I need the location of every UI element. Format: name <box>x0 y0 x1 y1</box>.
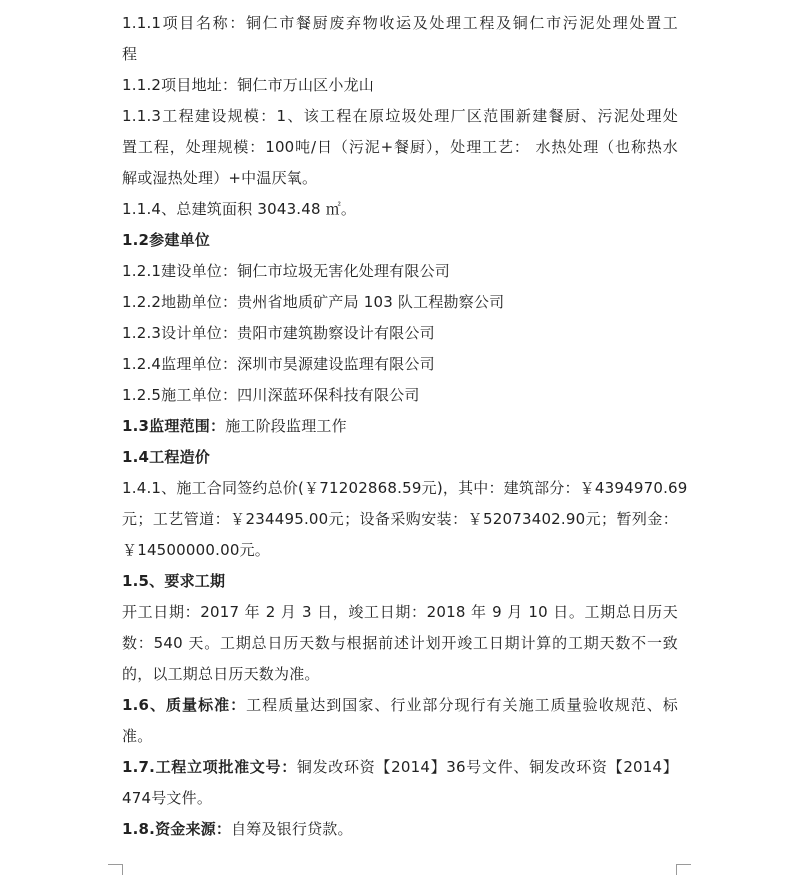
participant-supervision: 1.2.4监理单位：深圳市昊源建设监理有限公司 <box>122 355 435 373</box>
participant-construction: 1.2.5施工单位：四川深蓝环保科技有限公司 <box>122 386 420 404</box>
project-address-line: 1.1.2项目地址：铜仁市万山区小龙山 <box>122 76 374 94</box>
participant-design: 1.2.3设计单位：贵阳市建筑勘察设计有限公司 <box>122 324 435 342</box>
supervision-scope-heading: 1.3监理范围： <box>122 417 226 435</box>
approval-line-2: 474号文件。 <box>122 789 213 807</box>
quality-line-1 <box>122 690 678 721</box>
funding-line <box>122 814 678 845</box>
page-margin-corner-right <box>676 864 691 875</box>
funding-text: 自筹及银行贷款。 <box>231 820 353 838</box>
cost-line-1: 1.4.1、施工合同签约总价(￥71202868.59元)，其中：建筑部分：￥4394970.69 <box>122 479 688 497</box>
approval-heading: 1.7.工程立项批准文号： <box>122 758 297 776</box>
participants-heading: 1.2参建单位 <box>122 231 210 249</box>
construction-scale-line-3: 解或湿热处理）+中温厌氧。 <box>122 169 318 187</box>
participant-survey: 1.2.2地勘单位：贵州省地质矿产局 103 队工程勘察公司 <box>122 293 505 311</box>
participant-owner: 1.2.1建设单位：铜仁市垃圾无害化处理有限公司 <box>122 262 450 280</box>
project-name-line-1: 1.1.1项目名称：铜仁市餐厨废弃物收运及处理工程及铜仁市污泥处理处置工 <box>122 14 678 32</box>
construction-scale-line-2: 置工程，处理规模：100吨/日（污泥+餐厨），处理工艺： 水热处理（也称热水 <box>122 138 678 156</box>
construction-scale-line-1: 1.1.3工程建设规模：1、该工程在原垃圾处理厂区范围新建餐厨、污泥处理处 <box>122 107 678 125</box>
funding-heading: 1.8.资金来源： <box>122 820 232 838</box>
project-name-line-2: 程 <box>122 45 138 63</box>
cost-heading: 1.4工程造价 <box>122 448 210 466</box>
document-body <box>122 8 688 845</box>
quality-line-2: 准。 <box>122 727 153 745</box>
quality-heading: 1.6、质量标准： <box>122 696 247 714</box>
approval-line-1 <box>122 752 678 783</box>
page-margin-corner-left <box>108 864 123 875</box>
building-area-line: 1.1.4、总建筑面积 3043.48 ㎡。 <box>122 200 357 218</box>
supervision-scope-text: 施工阶段监理工作 <box>225 417 347 435</box>
schedule-heading: 1.5、要求工期 <box>122 572 226 590</box>
cost-line-2: 元；工艺管道：￥234495.00元；设备采购安装：￥52073402.90元；暂列金： <box>122 510 678 528</box>
quality-text: 工程质量达到国家、行业部分现行有关施工质量验收规范、标 <box>246 696 679 714</box>
supervision-scope-line <box>122 411 678 442</box>
schedule-line-1: 开工日期：2017 年 2 月 3 日，竣工日期：2018 年 9 月 10 日。工期总日历天 <box>122 603 678 621</box>
approval-text: 铜发改环资【2014】36号文件、铜发改环资【2014】 <box>296 758 678 776</box>
cost-line-3: ￥14500000.00元。 <box>122 541 271 559</box>
schedule-line-2: 数：540 天。工期总日历天数与根据前述计划开竣工日期计算的工期天数不一致 <box>122 634 678 652</box>
schedule-line-3: 的，以工期总日历天数为准。 <box>122 665 320 683</box>
